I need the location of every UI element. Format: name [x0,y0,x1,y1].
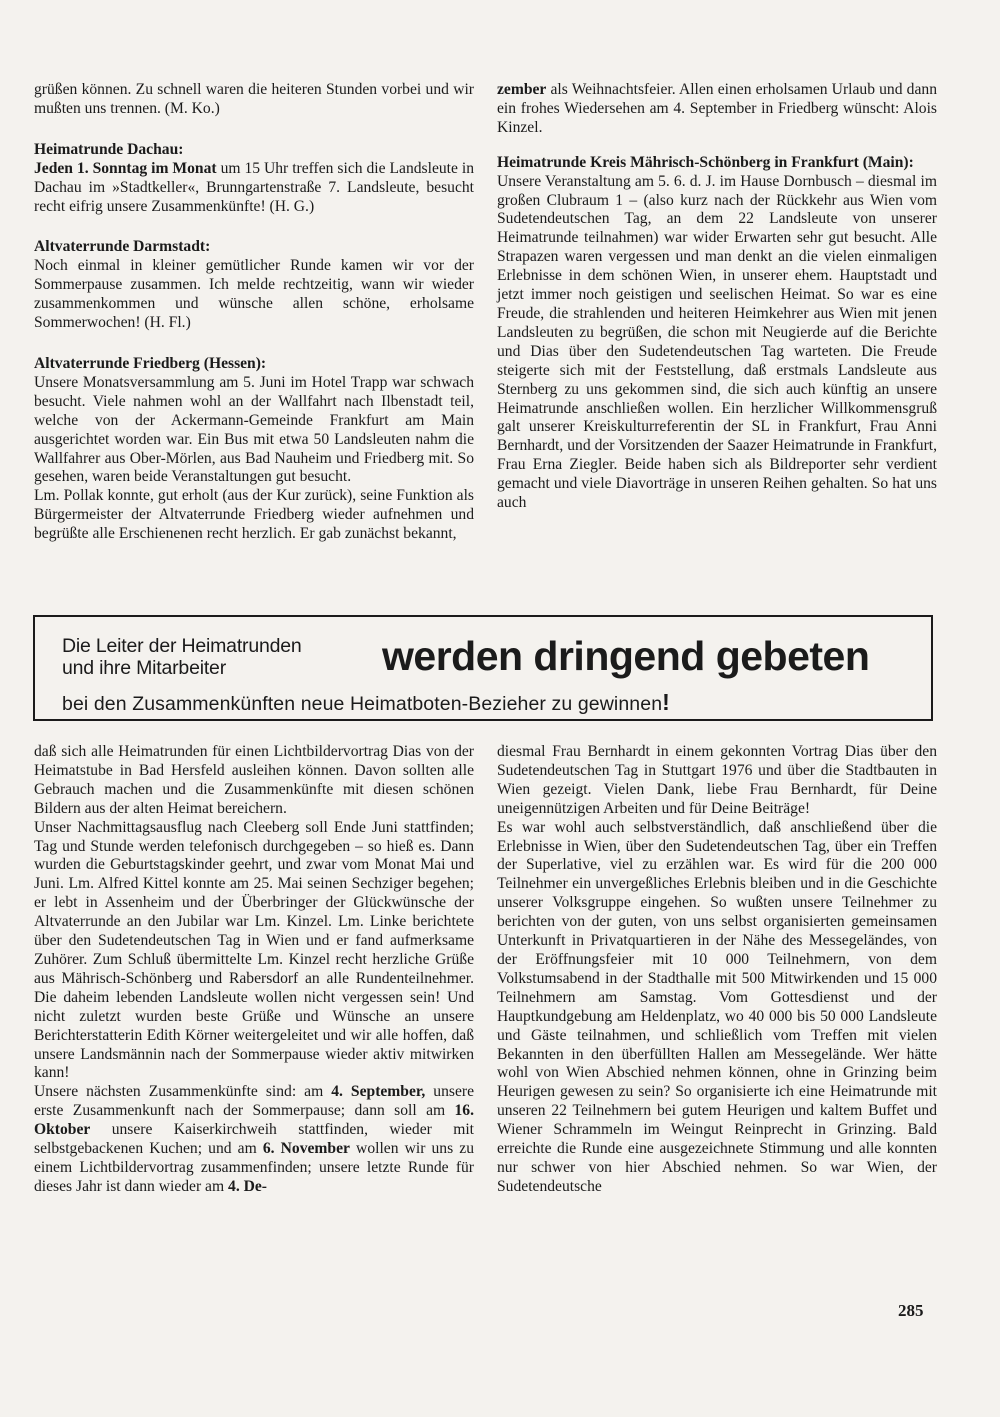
intro-paragraph: grüßen können. Zu schnell waren die heiteren Stunden vorbei und wir mußten uns trennen. (M. Ko.) [34,81,474,117]
paragraph-friedberg-2: Lm. Pollak konnte, gut erholt (aus der Kur zurück), seine Funktion als Bürgermeister der Altvaterrunde Friedberg wieder aufnehmen und begrüßte alle Erschienenen recht herzlich. Er gab zunächst bekannt, [34,487,474,543]
heading-frankfurt: Heimatrunde Kreis Mährisch-Schönberg in Frankfurt (Main): [497,153,914,171]
paragraph-darmstadt: Noch einmal in kleiner gemütlicher Runde kamen wir vor der Sommerpause zusammen. Ich melde rechtzeitig, wann wir wieder zusammenkommen und wünsche allen schöne, erholsame Sommerwochen! (H. Fl.) [34,257,474,332]
friedberg-cont-text: als Weihnachtsfeier. Allen einen erholsamen Urlaub und dann ein frohes Wiedersehen am 4. September in Friedberg wünscht: Alois Kinzel. [497,81,937,136]
friedberg-continuation [497,81,937,138]
notice-intro [62,635,302,679]
termine-text-g: wollen wir uns zu einem Lichtbildervortrag zusammenfinden; unsere letzte Runde für dieses Jahr ist dann wieder am [34,1140,475,1195]
section-darmstadt [34,238,474,333]
termine-date-oktober: 16. Oktober [34,1102,474,1139]
page-number: 285 [898,1301,924,1320]
termine-text-c: unsere erste Zusammenkunft nach der Sommerpause; dann soll am [34,1083,474,1120]
paragraph-bernhardt: diesmal Frau Bernhardt in einem gekonnten Vortrag Dias über den Sudetendeutschen Tag in Stuttgart 1976 und über die Stadtbauten in Wien gezeigt. Vielen Dank, liebe Frau Bernhardt, für Deine uneigennützigen Arbeiten und für Deine Beiträge! [497,743,937,817]
termine-date-september: 4. September, [331,1083,426,1101]
paragraph-friedberg-1: Unsere Monatsversammlung am 5. Juni im Hotel Trapp war schwach besucht. Viele nahmen wohl an der Wallfahrt nach Ilbenstadt teil, welche von der Ackermann-Gemeinde Frankfurt am Main ausgerichtet worden war. Ein Bus mit etwa 50 Landsleuten nahm die Wallfahrer aus Ober-Mörlen, aus Bad Nauheim und Friedberg mit. So gesehen, waren beide Veranstaltungen gut besucht. [34,373,474,486]
section-dachau [34,141,474,217]
notice-line-1: Die Leiter der Heimatrunden [62,635,302,657]
friedberg-cont-bold: zember [497,81,547,98]
notice-subline-text: bei den Zusammenkünften neue Heimatboten-Bezieher zu gewinnen [62,693,663,715]
paragraph-ausflug: Unser Nachmittagsausflug nach Cleeberg soll Ende Juni stattfinden; Tag und Stunde werden telefonisch durchgegeben – so hieß es. Dann wurden die Geburtstagskinder geehrt, und zwar vom Monat Mai und Juni. Lm. Alfred Kittel konnte am 25. Mai seinen Sechziger begehen; er lebt in Assenheim und der Überbringer der Glückwünsche der Altvaterrunde an den Jubilar war Lm. Kinzel. Lm. Linke berichtete über den Sudetendeutschen Tag in Wien und er fand aufmerksame Zuhörer. Zum Schluß übermittelte Lm. Kinzel recht herzliche Grüße aus Mährisch-Schönberg und Rabersdorf an alle Rundenteilnehmer. Die daheim lebenden Landsleute wollen nicht vergessen sein! Und nicht zuletzt wurden beste Grüße und Wünsche an unsere Berichterstatterin Edith Körner weitergeleitet und wir alle hoffen, daß unsere Landsmännin nach der Sommerpause wieder aktiv mitwirken kann! [34,818,474,1082]
section-frankfurt [497,154,937,513]
paragraph-dachau [34,160,474,217]
paragraph-lichtbilder: daß sich alle Heimatrunden für einen Lichtbildervortrag Dias von der Heimatstube in Bad Hersfeld ausleihen können. Davon sollten alle Gebrauch machen und die Zusammenkünfte mit diesen schönen Bildern aus der alten Heimat bereichern. [34,743,474,817]
section-friedberg [34,355,474,544]
paragraph-frankfurt: Unsere Veranstaltung am 5. 6. d. J. im Hause Dornbusch – diesmal im großen Clubraum 1 – (also kurz nach der Rückkehr aus Wien vom Sudetendeutschen Tag, an dem 22 Landsleute von unserer Heimatrunde teilnahmen) war wider Erwarten sehr gut besucht. Alle Strapazen waren vergessen und man denkt an die vielen einmaligen Erlebnisse in dem schönen Wien, in unserer ehem. Hauptstadt und jetzt immer noch geistigen und seelischen Heimat. So war es eine Freude, die strahlenden und heiteren Heimkehrer aus Wien mit jenen Landsleuten zu begrüßen, die schon mit Neugierde auf die Berichte und Dias über den Sudetendeutschen Tag warteten. Die Freude steigerte sich mit der Feststellung, daß erstmals Landsleute aus Sternberg zu uns gekommen sind, die sich auch künftig an unsere Heimatrunde anschließen wollen. Ein herzlicher Willkommensgruß galt unserer Kreiskulturreferentin der SL in Frankfurt, Frau Anni Bernhardt, und der Vorsitzenden der Saazer Heimatrunde in Frankfurt, Frau Erna Ziegler. Beide haben sich als Bildreporter sehr verdient gemacht und viele Diavorträge in unseren Reihen gehalten. So hat uns auch [497,172,937,512]
termine-date-november: 6. November [262,1140,350,1158]
column-top-left [34,81,474,544]
heading-friedberg: Altvaterrunde Friedberg (Hessen): [34,354,267,372]
column-bottom-right [497,743,937,1197]
paragraph-termine [34,1083,474,1196]
termine-text-e: unsere Kaiserkirchweih stattfinden, wieder mit selbstgebackenen Kuchen; und am [34,1121,474,1158]
notice-line-2: und ihre Mitarbeiter [62,657,226,679]
heading-dachau: Heimatrunde Dachau: [34,140,184,158]
column-top-right [497,81,937,513]
heading-darmstadt: Altvaterrunde Darmstadt: [34,238,211,256]
notice-headline: werden dringend gebeten [382,633,870,679]
dachau-text: um 15 Uhr treffen sich die Landsleute in Dachau im »Stadtkeller«, Brunngartenstraße 7. Landsleute, besucht recht eifrig unsere Zusammenkünfte! (H. G.) [34,159,474,215]
termine-text-a: Unsere nächsten Zusammenkünfte sind: am [34,1083,332,1101]
column-bottom-left [34,743,474,1197]
termine-date-dezember: 4. De- [228,1177,267,1195]
dachau-bold-lead: Jeden 1. Sonntag im Monat [34,159,217,177]
notice-subline [62,691,670,715]
paragraph-wien: Es war wohl auch selbstverständlich, daß anschließend über die Erlebnisse in Wien, über den Sudetendeutschen Tag, über ein Treffen der Superlative, viel zu erzählen war. Es wird für die 200 000 Teilnehmer ein unvergeßliches Erlebnis bleiben und in die Geschichte unserer Volksgruppe eingehen. So wußten unsere Teilnehmer zu berichten von der guten, von uns selbst organisierten gemeinsamen Unterkunft in Privatquartieren in der Nähe des Messegeländes, von der Eröffnungsfeier mit 10 000 Teilnehmern, von dem Volkstumsabend in der Stadthalle mit 500 Mitwirkenden und 15 000 Teilnehmern am Samstag. Vom Gottesdienst und der Hauptkundgebung am Heldenplatz, wo 40 000 bis 50 000 Landsleute und Gäste teilnahmen, und schließlich vom Treffen mit vielen Bekannten in den überfüllten Hallen am Messegelände. Wer hätte wohl von Wien Abschied nehmen können, ohne in Grinzing beim Heurigen gewesen zu sein? So organisierte ich eine Heimatrunde mit unseren 22 Teilnehmern bei gutem Heurigen und kaltem Buffet und Wiener Schrammeln im Weingut Reinprecht in Grinzing. Bald erreichte die Runde eine ausgezeichnete Stimmung und alle konnten nur schwer von hier Abschied nehmen. So war Wien, der Sudetendeutsche [497,818,937,1195]
notice-box [33,615,933,721]
notice-exclamation: ! [662,689,670,715]
